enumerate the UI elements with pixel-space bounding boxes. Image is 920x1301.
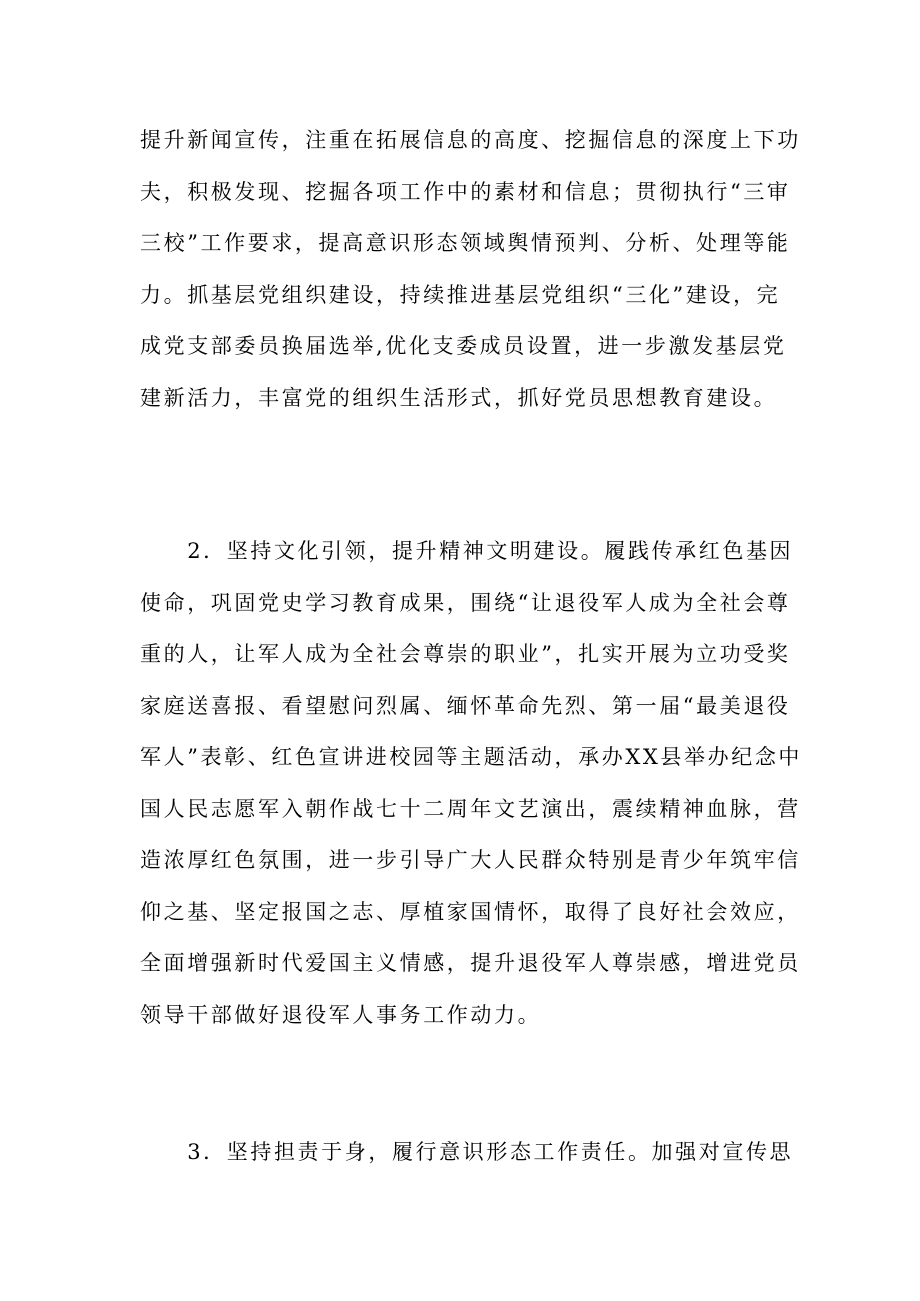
text-line: 提升新闻宣传，注重在拓展信息的高度、挖掘信息的深度上下功	[140, 128, 801, 152]
text-line: 建新活力，丰富党的组织生活形式，抓好党员思想教育建设。	[140, 385, 778, 410]
text-line: 重的人，让军人成为全社会尊崇的职业”，扎实开展为立功受奖	[140, 642, 791, 666]
text-line: 夫，积极发现、挖掘各项工作中的素材和信息；贯彻执行“三审	[140, 179, 791, 204]
text-line: 力。抓基层党组织建设，持续推进基层党组织“三化”建设，完	[140, 282, 781, 307]
text-line: 全面增强新时代爱国主义情感，提升退役军人尊崇感，增进党员	[140, 951, 801, 975]
text-line: 仰之基、坚定报国之志、厚植家国情怀，取得了良好社会效应，	[140, 899, 801, 924]
text-line: 造浓厚红色氛围，进一步引导广大人民群众特别是青少年筑牢信	[140, 848, 801, 872]
text-line: 家庭送喜报、看望慰问烈属、缅怀革命先烈、第一届“最美退役	[140, 693, 791, 718]
text-line: 三校”工作要求，提高意识形态领域舆情预判、分析、处理等能	[140, 231, 791, 255]
text-line: 2．坚持文化引领，提升精神文明建设。履践传承红色基因	[140, 539, 794, 563]
paragraph-cultural-guidance	[140, 526, 803, 1041]
text-line: 领导干部做好退役军人事务工作动力。	[140, 1002, 542, 1027]
text-line: 使命，巩固党史学习教育成果，围绕“让退役军人成为全社会尊	[140, 590, 791, 615]
paragraph-ideology-responsibility	[140, 1127, 800, 1179]
text-line: 军人”表彰、红色宣讲进校园等主题活动，承办XX县举办纪念中	[140, 745, 803, 769]
text-line: 成党支部委员换届选举,优化支委成员设置，进一步激发基层党	[140, 334, 787, 358]
paragraph-news-publicity	[140, 115, 800, 424]
text-line: 国人民志愿军入朝作战七十二周年文艺演出，震续精神血脉，营	[140, 796, 801, 821]
text-line: 3．坚持担责于身，履行意识形态工作责任。加强对宣传思	[140, 1140, 794, 1164]
